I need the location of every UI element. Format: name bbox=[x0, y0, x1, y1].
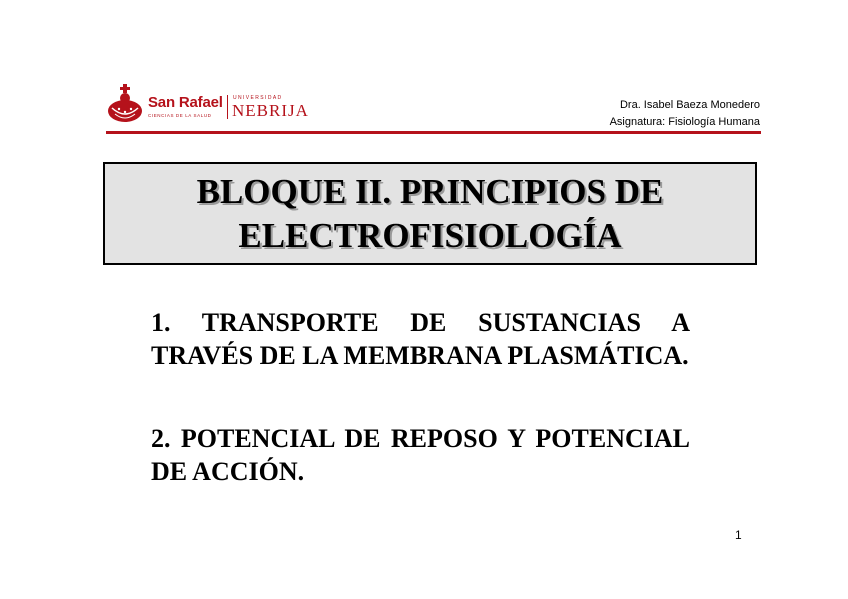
content-item-2: 2. POTENCIAL DE REPOSO Y POTENCIAL DE ACCIÓN. bbox=[151, 424, 690, 486]
slide-title-line-2: ELECTROFISIOLOGÍA bbox=[238, 215, 622, 255]
slide-title bbox=[197, 170, 664, 258]
page-number: 1 bbox=[735, 528, 742, 542]
author-name: Dra. Isabel Baeza Monedero bbox=[619, 99, 760, 111]
logo-brand: San Rafael bbox=[148, 94, 223, 111]
logo-brand-subtitle: CIENCIAS DE LA SALUD bbox=[148, 113, 212, 118]
course-name: Asignatura: Fisiología Humana bbox=[609, 116, 760, 128]
logo bbox=[106, 84, 309, 126]
title-box bbox=[103, 162, 757, 265]
logo-university-name: NEBRIJA bbox=[232, 101, 309, 120]
san-rafael-emblem-icon bbox=[106, 84, 144, 124]
header-divider bbox=[106, 131, 761, 134]
logo-university-label: UNIVERSIDAD bbox=[233, 95, 283, 101]
content-item-1: 1. TRANSPORTE DE SUSTANCIAS A TRAVÉS DE LA MEMBRANA PLASMÁTICA. bbox=[151, 308, 690, 370]
logo-divider bbox=[227, 95, 228, 119]
slide-title-line-1: BLOQUE II. PRINCIPIOS DE bbox=[196, 171, 664, 211]
